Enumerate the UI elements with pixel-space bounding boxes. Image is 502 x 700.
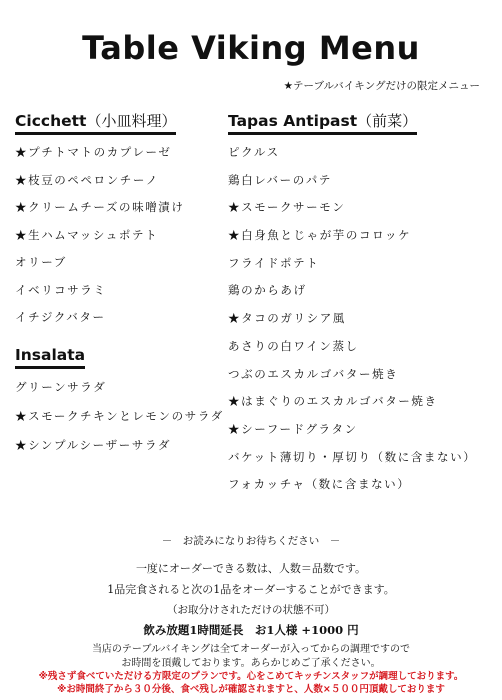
menu-item: ★シンプルシーザーサラダ [15,437,172,452]
section-heading-tapas [228,110,417,135]
insalata-list [15,373,225,460]
menu-item: フォカッチャ（数に含まない） [228,477,411,492]
footer-notice-heading: － お読みになりお待ちください － [161,535,341,547]
footer-warning-penalty: ※お時間終了から３０分後、食べ残しが確認されますと、人数×５００円頂戴しております [57,684,445,695]
left-column [15,110,225,460]
menu-item: 鶏のからあげ [228,283,307,298]
right-column [228,110,498,499]
cicchett-list [15,139,225,332]
section-title-en: Cicchett [15,112,87,130]
tapas-list [228,139,498,499]
menu-item: ★スモークサーモン [228,200,346,215]
footer-cooking-note: 当店のテーブルバイキングは全てオーダーが入ってからの調理ですので [91,644,411,655]
menu-item: ★プチトマトのカプレーゼ [15,145,172,159]
section-heading-insalata [15,344,85,369]
section-title-jp: （前菜） [357,112,418,130]
footer-order-rule: 一度にオーダーできる数は、人数＝品数です。 [135,562,367,575]
menu-item: ★白身魚とじゃが芋のコロッケ [228,228,412,243]
section-title-en: Tapas Antipast [228,112,358,130]
menu-item: ★シーフードグラタン [228,421,358,436]
footer-drink-extension: 飲み放題1時間延長 お1人様 +1000 円 [143,623,359,637]
menu-item: 鶏白レバーのパテ [228,172,332,187]
footer-order-rule-next: 1品完食されると次の1品をオーダーすることができます。 [107,583,395,596]
section-heading-cicchett [15,110,176,135]
menu-item: ★生ハムマッシュポテト [15,227,159,242]
menu-title: Table Viking Menu [82,29,420,67]
menu-item: ピクルス [228,145,280,159]
menu-item: ★枝豆のペペロンチーノ [15,172,159,187]
menu-item: オリーブ [15,255,67,269]
menu-item: イベリコサラミ [15,282,107,297]
menu-item: ★クリームチーズの味噌漬け [15,200,185,214]
menu-item: ★はまぐりのエスカルゴバター焼き [228,394,438,409]
section-title-en: Insalata [15,345,86,364]
menu-item: ★タコのガリシア風 [228,311,346,326]
menu-item: グリーンサラダ [15,379,107,394]
menu-item: ★スモークチキンとレモンのサラダ [15,408,224,423]
section-title-jp: （小皿料理） [86,112,177,130]
menu-subtitle: ★テーブルバイキングだけの限定メニュー [283,80,480,92]
menu-item: つぶのエスカルゴバター焼き [228,366,399,381]
menu-item: あさりの白ワイン蒸し [228,338,359,353]
footer-order-note: （お取分けされただけの状態不可） [167,604,335,616]
footer-cooking-note-2: お時間を頂戴しております。あらかじめご了承ください。 [121,658,381,669]
footer-warning: ※残さず食べていただける方限定のプランです。心をこめてキッチンスタッフが調理しております。 [38,671,464,682]
menu-item: イチジクバター [15,310,106,324]
menu-item: フライドポテト [228,255,320,270]
menu-item: バケット薄切り・厚切り（数に含まない） [228,449,477,464]
